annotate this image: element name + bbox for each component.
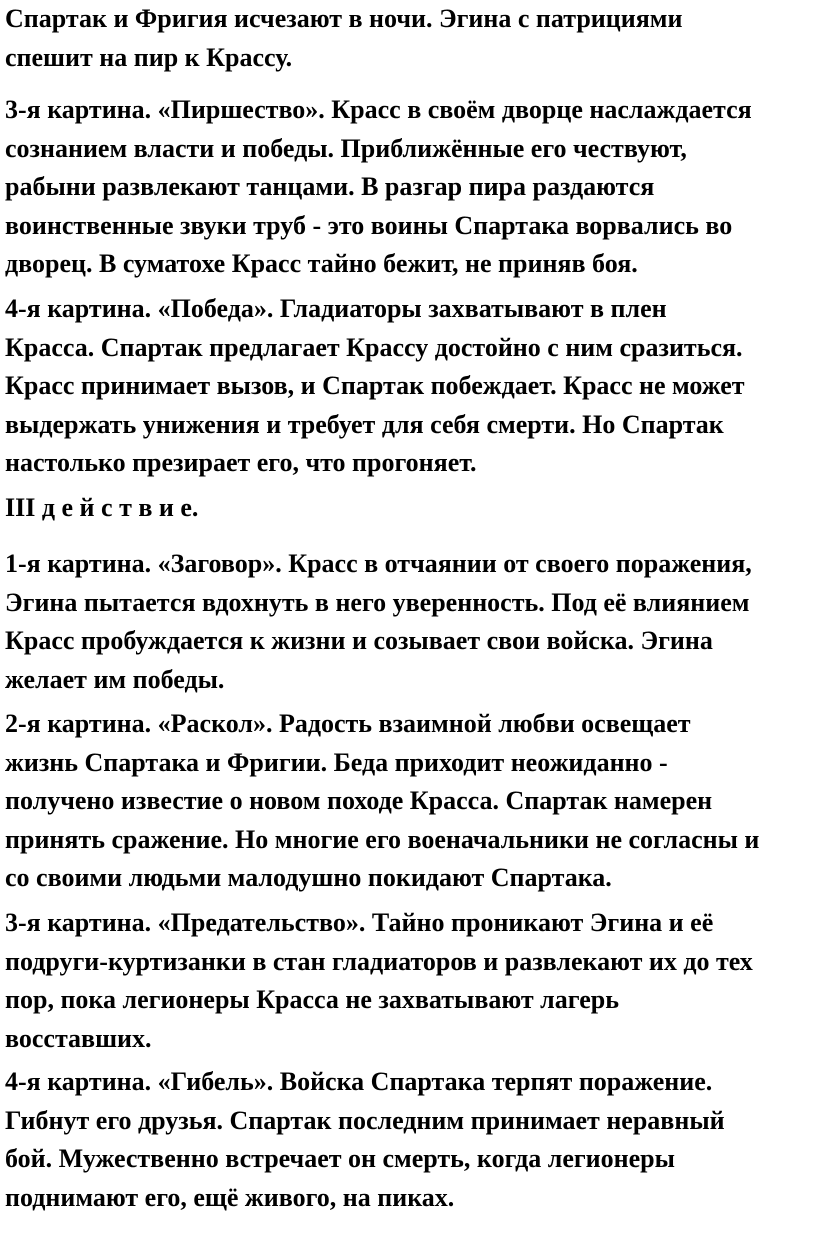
paragraph-scene-1-conspiracy: 1-я картина. «Заговор». Красс в отчаянии от своего поражения, Эгина пытается вдохнуть в него уверенность. Под её влиянием Красс пробуждается к жизни и созывает свои войска. Эгина желает им победы. (5, 549, 752, 694)
paragraph-scene-3-feast: 3-я картина. «Пиршество». Красс в своём дворце наслаждается сознанием власти и победы. Приближённые его чествуют, рабыни развлекают танцами. В разгар пира раздаются воинственные звуки труб - это воины Спартака ворвались во дворец. В суматохе Красс тайно бежит, не приняв боя. (5, 95, 752, 278)
act-heading: III д е й с т в и е. (5, 493, 199, 522)
paragraph-scene-2-split: 2-я картина. «Раскол». Радость взаимной любви освещает жизнь Спартака и Фригии. Беда приходит неожиданно - получено известие о новом походе Красса. Спартак намерен принять сражение. Но многие его военачальники не согласны и со своими людьми малодушно покидают Спартака. (5, 709, 760, 892)
paragraph-scene-4-victory: 4-я картина. «Победа». Гладиаторы захватывают в плен Красса. Спартак предлагает Крассу достойно с ним сразиться. Красс принимает вызов, и Спартак побеждает. Красс не может выдержать унижения и требует для себя смерти. Но Спартак настолько презирает его, что прогоняет. (5, 294, 745, 477)
paragraph-intro: Спартак и Фригия исчезают в ночи. Эгина с патрициями спешит на пир к Крассу. (5, 4, 683, 72)
paragraph-scene-4-death: 4-я картина. «Гибель». Войска Спартака терпят поражение. Гибнут его друзья. Спартак последним принимает неравный бой. Мужественно встречает он смерть, когда легионеры поднимают его, ещё живого, на пиках. (5, 1067, 725, 1212)
paragraph-scene-3-betrayal: 3-я картина. «Предательство». Тайно проникают Эгина и её подруги-куртизанки в стан гладиаторов и развлекают их до тех пор, пока легионеры Красса не захватывают лагерь восставших. (5, 908, 753, 1053)
